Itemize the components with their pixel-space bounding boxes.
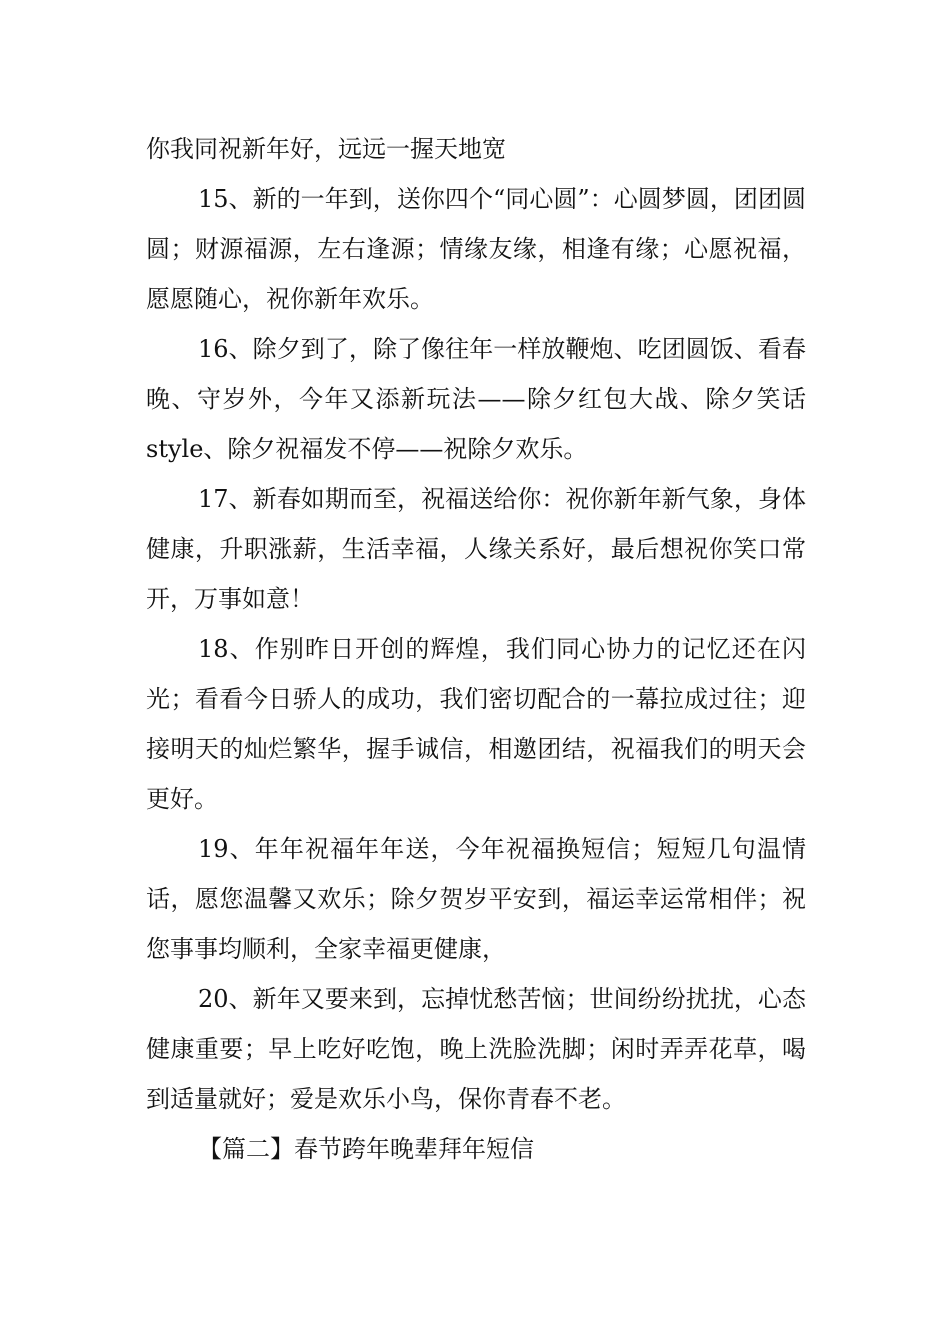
paragraph-item-18: 18、作别昨日开创的辉煌，我们同心协力的记忆还在闪光；看看今日骄人的成功，我们密切配合的一幕拉成过往；迎接明天的灿烂繁华，握手诚信，相邀团结，祝福我们的明天会更好。 bbox=[146, 635, 806, 813]
paragraph-continuation: 你我同祝新年好，远远一握天地宽 bbox=[146, 135, 506, 163]
paragraph-item-19: 19、年年祝福年年送，今年祝福换短信；短短几句温情话，愿您温馨又欢乐；除夕贺岁平安到，福运幸运常相伴；祝您事事均顺利，全家幸福更健康， bbox=[146, 835, 806, 963]
paragraph-item-20: 20、新年又要来到，忘掉忧愁苦恼；世间纷纷扰扰，心态健康重要；早上吃好吃饱，晚上洗脸洗脚；闲时弄弄花草，喝到适量就好；爱是欢乐小鸟，保你青春不老。 bbox=[146, 985, 806, 1113]
section-heading: 【篇二】春节跨年晚辈拜年短信 bbox=[198, 1135, 534, 1163]
paragraph-item-16: 16、除夕到了，除了像往年一样放鞭炮、吃团圆饭、看春晚、守岁外，今年又添新玩法——除夕红包大战、除夕笑话style、除夕祝福发不停——祝除夕欢乐。 bbox=[146, 335, 806, 463]
paragraph-item-15: 15、新的一年到，送你四个“同心圆”：心圆梦圆，团团圆圆；财源福源，左右逢源；情缘友缘，相逢有缘；心愿祝福，愿愿随心，祝你新年欢乐。 bbox=[146, 185, 806, 313]
paragraph-item-17: 17、新春如期而至，祝福送给你：祝你新年新气象，身体健康，升职涨薪，生活幸福，人缘关系好，最后想祝你笑口常开，万事如意！ bbox=[146, 485, 806, 613]
document-body bbox=[146, 124, 806, 1174]
